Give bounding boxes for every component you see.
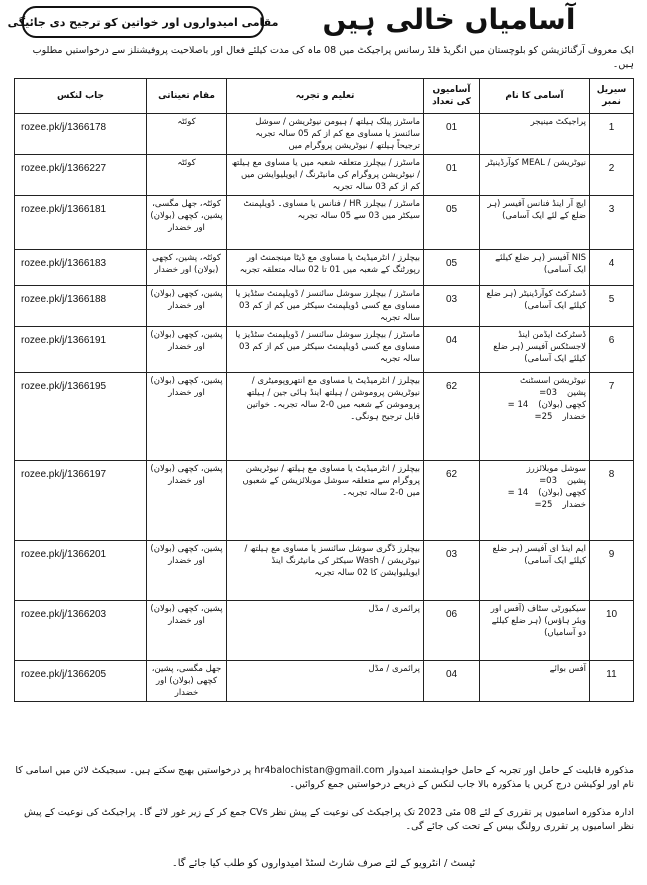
post-name: سوشل موبلائزرز (526, 464, 586, 474)
header (0, 0, 647, 40)
cell-job-link[interactable]: rozee.pk/j/1366188 (15, 286, 147, 327)
cell-post: ڈسٹرکٹ کوآرڈینیٹر (ہر ضلع کیلئے ایک آسامی) (480, 286, 590, 327)
cell-job-link[interactable]: rozee.pk/j/1366227 (15, 155, 147, 196)
district-label: پشین (567, 476, 586, 486)
cell-post: ایچ آر اینڈ فنانس آفیسر (ہر ضلع کے لئے ایک آسامی) (480, 196, 590, 250)
footer-apply-note: مذکورہ قابلیت کے حامل اور تجربہ کے حامل خواہشمند امیدوار hr4balochistan@gmail.com پر درخواستیں بھیج سکتے ہیں۔ سبجیکٹ لائن میں اسامی کا نام اور لوکیشن درج کریں یا مذکورہ بالا جاب لنکس کے ذریعے درخواستیں جمع کروائیں۔ (15, 765, 634, 790)
table-row (15, 373, 634, 461)
cell-serial: 9 (590, 541, 634, 601)
cell-serial: 7 (590, 373, 634, 461)
district-breakdown (483, 387, 586, 399)
footer-deadline-note: ادارہ مذکورہ اسامیوں پر تقرری کے لئے 08 مئی 2023 تک پراجیکٹ کی نوعیت کے پیش نظر CVs جمع کر کے زیر غور لائے گا۔ پراجیکٹ کی نوعیت کے پیش نظر اسامیوں پر تقرری رولنگ بیس کے تحت کی جائے گی۔ (24, 807, 634, 832)
cell-job-link[interactable]: rozee.pk/j/1366197 (15, 461, 147, 541)
cell-job-link[interactable]: rozee.pk/j/1366205 (15, 661, 147, 702)
cell-qualification: بیچلرز / انٹرمیڈیٹ یا مساوی مع ہیلتھ / نیوٹریشن پروگرام سے متعلقہ سوشل موبلائزیشن کے شعبوں میں 0-2 سالہ تجربہ۔ (227, 461, 424, 541)
cell-post: ڈسٹرکٹ ایڈمن اینڈ لاجسٹکس آفیسر (ہر ضلع کیلئے ایک آسامی) (480, 327, 590, 373)
cell-count: 04 (424, 661, 480, 702)
cell-count: 03 (424, 286, 480, 327)
header-qualification: تعلیم و تجربہ (227, 79, 424, 114)
cell-post: نیوٹریشن / MEAL کوآرڈینیٹر (480, 155, 590, 196)
cell-qualification: ماسٹرز / بیچلرز سوشل سائنسز / ڈویلپمنٹ سٹڈیز یا مساوی مع کسی ڈویلپمنٹ سیکٹر میں کم از کم 03 سالہ تجربہ (227, 327, 424, 373)
post-name: نیوٹریشن اسسٹنٹ (519, 376, 586, 386)
district-label: پشین (567, 388, 586, 398)
cell-count: 04 (424, 327, 480, 373)
preference-badge: مقامی امیدواروں اور خواتین کو ترجیح دی جائیگی (22, 6, 264, 38)
table-row (15, 155, 634, 196)
cell-job-link[interactable]: rozee.pk/j/1366195 (15, 373, 147, 461)
cell-serial: 6 (590, 327, 634, 373)
cell-serial: 11 (590, 661, 634, 702)
cell-count: 03 (424, 541, 480, 601)
district-breakdown (483, 499, 586, 511)
cell-location: کوئٹہ، پشین، کچھی (بولان) اور خضدار (147, 250, 227, 286)
district-label: خضدار (562, 412, 586, 422)
cell-count: 62 (424, 373, 480, 461)
district-count: = 14 (507, 400, 529, 410)
district-label: خضدار (562, 500, 586, 510)
cell-qualification: پرائمری / مڈل (227, 601, 424, 661)
cell-job-link[interactable]: rozee.pk/j/1366203 (15, 601, 147, 661)
district-breakdown (483, 487, 586, 499)
header-link: جاب لنکس (15, 79, 147, 114)
cell-post: سیکیورٹی سٹاف (آفس اور ویئر ہاؤس) (ہر ضلع کیلئے دو آسامیاں) (480, 601, 590, 661)
intro-paragraph: ایک معروف آرگنائزیشن کو بلوچستان میں انگریڈ فلڈ رسانس پراجیکٹ میں 08 ماہ کی مدت کیلئے فعال اور باصلاحیت پروفیشنلز سے درخواستیں مطلوب ہیں۔ (32, 45, 634, 70)
cell-location: پشین، کچھی (بولان) اور خضدار (147, 461, 227, 541)
cell-post: آفس بوائے (480, 661, 590, 702)
district-count: =25 (534, 412, 553, 422)
table-row (15, 541, 634, 601)
cell-qualification: ماسٹرز پبلک ہیلتھ / ہیومن نیوٹریشن / سوشل سائنسز یا مساوی مع کم از کم 05 سالہ تجربہ ترجیحاً ہیلتھ / نیوٹریشن پروگرام میں (227, 114, 424, 155)
cell-post: ایم اینڈ ای آفیسر (ہر ضلع کیلئے ایک آسامی) (480, 541, 590, 601)
header-post: آسامی کا نام (480, 79, 590, 114)
cell-location: پشین، کچھی (بولان) اور خضدار (147, 286, 227, 327)
cell-location: کوئٹہ (147, 114, 227, 155)
table-row (15, 601, 634, 661)
district-breakdown (483, 411, 586, 423)
table-row (15, 114, 634, 155)
district-breakdown (483, 475, 586, 487)
cell-qualification: ماسٹرز / بیچلرز HR / فنانس یا مساوی۔ ڈویلپمنٹ سیکٹر میں 03 سے 05 سالہ تجربہ (227, 196, 424, 250)
cell-location: کوئٹہ (147, 155, 227, 196)
district-count: =25 (534, 500, 553, 510)
header-serial: سیریل نمبر (590, 79, 634, 114)
header-count: آسامیوں کی تعداد (424, 79, 480, 114)
cell-serial: 1 (590, 114, 634, 155)
cell-serial: 10 (590, 601, 634, 661)
table-row (15, 250, 634, 286)
vacancy-table (14, 78, 634, 702)
cell-location: پشین، کچھی (بولان) اور خضدار (147, 327, 227, 373)
cell-count: 05 (424, 196, 480, 250)
header-location: مقام تعیناتی (147, 79, 227, 114)
cell-location: پشین، کچھی (بولان) اور خضدار (147, 373, 227, 461)
cell-post (480, 461, 590, 541)
cell-location: کوئٹہ، جھل مگسی، پشین، کچھی (بولان) اور خضدار (147, 196, 227, 250)
table-row (15, 461, 634, 541)
cell-qualification: ماسٹرز / بیچلرز متعلقہ شعبہ میں یا مساوی مع ہیلتھ / نیوٹریشن پروگرام کی مانیٹرنگ / ایویلیوایشن میں کم از کم 03 سالہ تجربہ (227, 155, 424, 196)
district-breakdown (483, 399, 586, 411)
table-header-row (15, 79, 634, 114)
cell-serial: 3 (590, 196, 634, 250)
cell-post: پراجیکٹ مینیجر (480, 114, 590, 155)
cell-serial: 2 (590, 155, 634, 196)
footer-shortlist-note: ٹیسٹ / انٹرویو کے لئے صرف شارٹ لسٹڈ امیدواروں کو طلب کیا جائے گا۔ (171, 858, 476, 869)
cell-job-link[interactable]: rozee.pk/j/1366191 (15, 327, 147, 373)
cell-serial: 8 (590, 461, 634, 541)
district-label: کچھی (بولان) (538, 488, 586, 498)
cell-count: 05 (424, 250, 480, 286)
cell-qualification: بیچلرز / انٹرمیڈیٹ یا مساوی مع ڈیٹا مینجمنٹ اور رپورٹنگ کے شعبہ میں 01 تا 02 سالہ متعلقہ تجربہ (227, 250, 424, 286)
cell-location: پشین، کچھی (بولان) اور خضدار (147, 601, 227, 661)
cell-job-link[interactable]: rozee.pk/j/1366178 (15, 114, 147, 155)
cell-post: NIS آفیسر (ہر ضلع کیلئے ایک آسامی) (480, 250, 590, 286)
cell-count: 06 (424, 601, 480, 661)
cell-location: جھل مگسی، پشین، کچھی (بولان) اور خضدار (147, 661, 227, 702)
table-row (15, 196, 634, 250)
district-count: = 14 (507, 488, 529, 498)
cell-job-link[interactable]: rozee.pk/j/1366201 (15, 541, 147, 601)
cell-count: 01 (424, 155, 480, 196)
cell-serial: 5 (590, 286, 634, 327)
table-row (15, 661, 634, 702)
district-count: =03 (539, 476, 558, 486)
cell-qualification: بیچلرز ڈگری سوشل سائنسز یا مساوی مع ہیلتھ / نیوٹریشن / Wash سیکٹر کی مانیٹرنگ اینڈ ایویلیوایشن کا 02 سالہ تجربہ (227, 541, 424, 601)
cell-count: 62 (424, 461, 480, 541)
district-count: =03 (539, 388, 558, 398)
cell-qualification: پرائمری / مڈل (227, 661, 424, 702)
cell-qualification: ماسٹرز / بیچلرز سوشل سائنسز / ڈویلپمنٹ سٹڈیز یا مساوی مع کسی ڈویلپمنٹ سیکٹر میں کم از کم 03 سالہ تجربہ (227, 286, 424, 327)
cell-location: پشین، کچھی (بولان) اور خضدار (147, 541, 227, 601)
cell-job-link[interactable]: rozee.pk/j/1366181 (15, 196, 147, 250)
table-row (15, 327, 634, 373)
cell-job-link[interactable]: rozee.pk/j/1366183 (15, 250, 147, 286)
cell-count: 01 (424, 114, 480, 155)
cell-post (480, 373, 590, 461)
table-row (15, 286, 634, 327)
page-title: آسامیاں خالی ہیں (322, 3, 576, 36)
cell-qualification: بیچلرز / انٹرمیڈیٹ یا مساوی مع انتھروپومیٹری / نیوٹریشن پروموشن / ہیلتھ اینڈ ہائی جین / ہیلتھ پروموشن کے شعبہ میں 0-2 سالہ تجربہ۔ خواتین قابل ترجیح ہونگی۔ (227, 373, 424, 461)
district-label: کچھی (بولان) (538, 400, 586, 410)
cell-serial: 4 (590, 250, 634, 286)
